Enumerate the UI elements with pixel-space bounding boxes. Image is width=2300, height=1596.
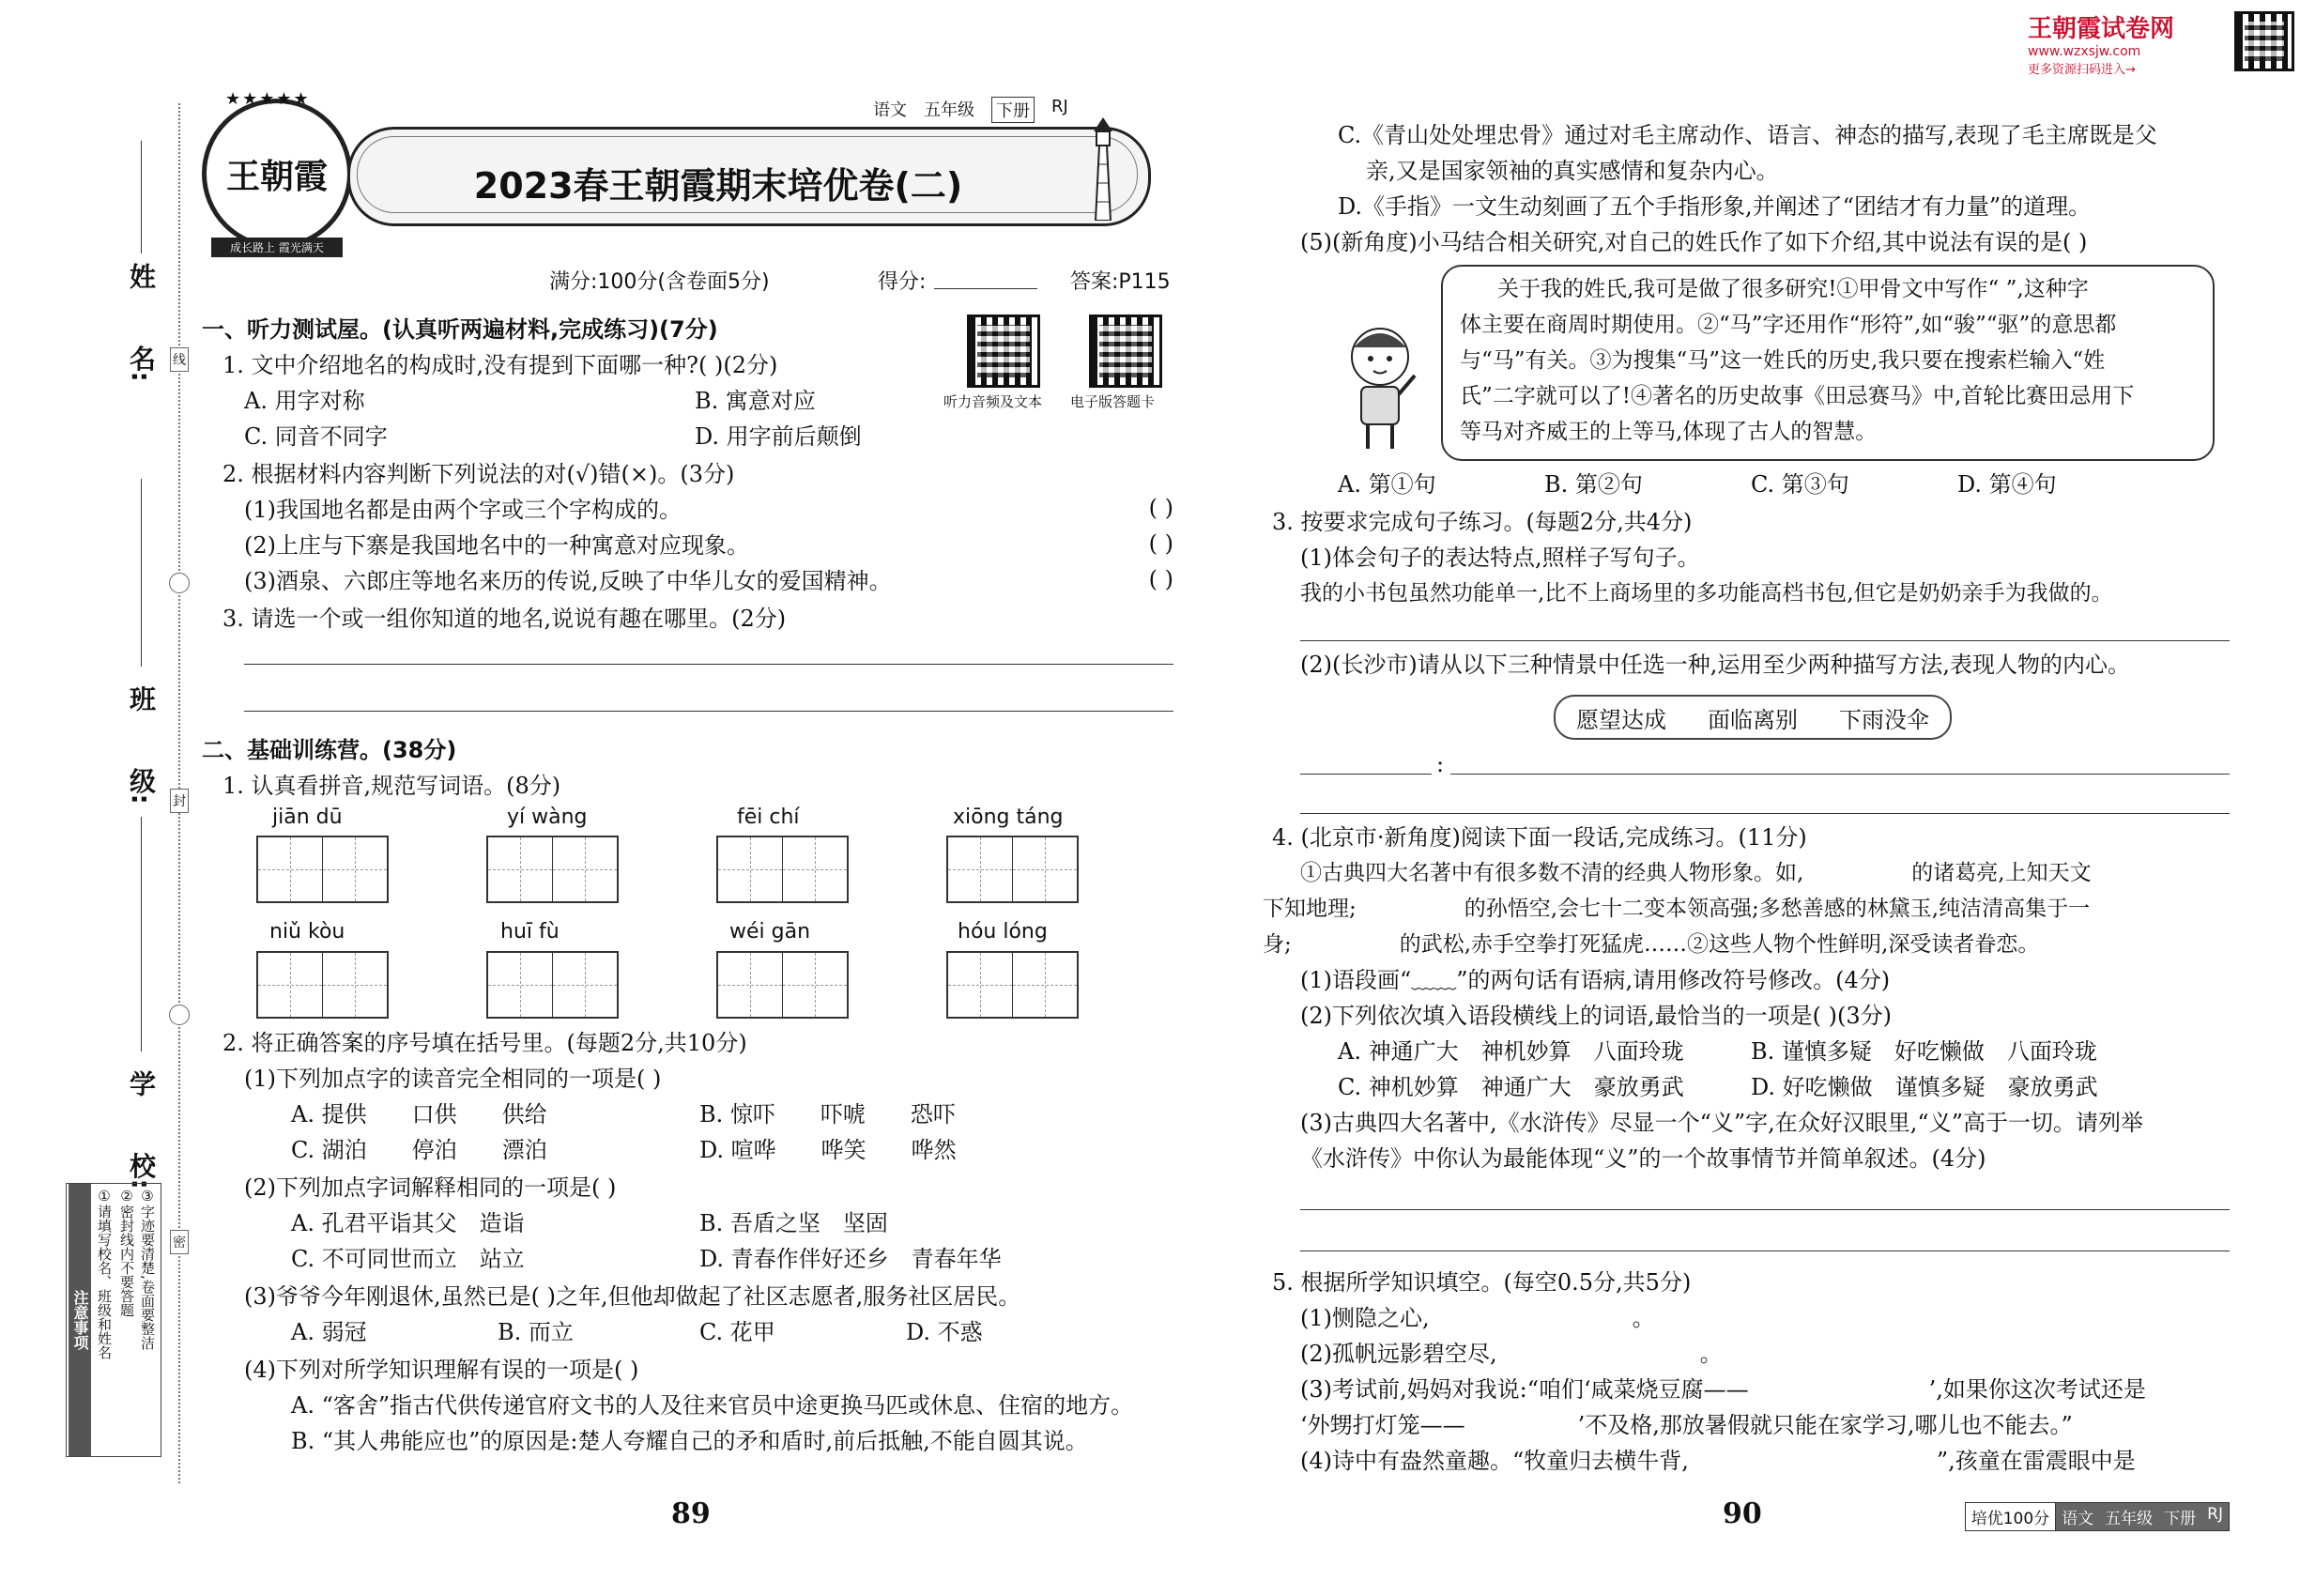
- score-blank: [934, 288, 1037, 289]
- r4-2-d: D. 好吃懒做 谨慎多疑 豪放勇武: [1751, 1074, 2098, 1100]
- note-1: ①请填写校名、班级和姓名: [96, 1188, 113, 1359]
- l-b2-3-c: C. 花甲: [699, 1319, 775, 1345]
- l-q2-1-answer[interactable]: ( ): [1148, 495, 1173, 521]
- grid-7[interactable]: [716, 951, 849, 1019]
- grid-4[interactable]: [946, 836, 1079, 903]
- footer-subject: 语文: [2056, 1503, 2099, 1530]
- r5-2: (2)孤帆远影碧空尽, 。: [1300, 1341, 1723, 1367]
- pinyin-7: wéi gān: [729, 920, 811, 944]
- r-q5-d: D. 第④句: [1957, 471, 2057, 498]
- l-b2-1: (1)下列加点字的读音完全相同的一项是( ): [244, 1066, 662, 1092]
- l-q1-b: B. 寓意对应: [695, 388, 816, 414]
- r4-2-a: A. 神通广大 神机妙算 八面玲珑: [1338, 1038, 1684, 1065]
- qr-audio-caption: 听力音频及文本: [943, 393, 1043, 410]
- brand-name: 王朝霞试卷网: [2028, 15, 2175, 43]
- l-b2-1-d: D. 喧哗 哗笑 哗然: [699, 1137, 957, 1163]
- bubble-line-4: 氏”二字就可以了!④著名的历史故事《田忌赛马》中,首轮比赛田忌用下: [1460, 384, 2135, 408]
- r4-3-b: 《水浒传》中你认为最能体现“义”的一个故事情节并简单叙述。(4分): [1300, 1145, 1986, 1172]
- r5-1: (1)恻隐之心, 。: [1300, 1305, 1655, 1331]
- name-label-2: 名:: [126, 345, 157, 382]
- name-line: [141, 141, 142, 253]
- pinyin-4: xiōng táng: [953, 806, 1064, 829]
- scene-option-3: 下雨没伞: [1839, 706, 1929, 733]
- logo-slogan: 成长路上 霞光满天: [211, 238, 343, 257]
- bubble-line-1: 关于我的姓氏,我可是做了很多研究!①甲骨文中写作“ ”,这种字: [1497, 277, 2089, 301]
- score-label: 得分:: [878, 270, 927, 294]
- r3-2: (2)(长沙市)请从以下三种情景中任选一种,运用至少两种描写方法,表现人物的内心。: [1300, 652, 2130, 678]
- r4-2: (2)下列依次填入语段横线上的词语,最恰当的一项是( )(3分): [1300, 1003, 1892, 1029]
- cut-mark-1: 线: [170, 347, 189, 372]
- note-3: ③字迹要清楚,卷面要整洁: [139, 1188, 156, 1350]
- qr-answer-card-caption: 电子版答题卡: [1070, 393, 1156, 410]
- grid-1[interactable]: [256, 836, 389, 903]
- l-b2-2: (2)下列加点字词解释相同的一项是( ): [244, 1174, 617, 1201]
- lighthouse-icon: [1084, 108, 1122, 221]
- brand-qr[interactable]: [2234, 11, 2294, 71]
- r4-para-3: 身; 的武松,赤手空拳打死猛虎……②这些人物个性鲜明,深受读者眷恋。: [1263, 932, 2040, 957]
- cut-mark-3: 密: [170, 1230, 189, 1254]
- bubble-line-2: 体主要在商周时期使用。②“马”字还用作“形符”,如“骏”“驱”的意思都: [1460, 313, 2117, 337]
- l-q3-line-2[interactable]: [244, 711, 1173, 712]
- pinyin-3: fēi chí: [737, 806, 800, 829]
- l-q3-line-1[interactable]: [244, 664, 1173, 665]
- r3-2-colon: :: [1436, 751, 1445, 777]
- r4-3-a: (3)古典四大名著中,《水浒传》尽显一个“义”字,在众好汉眼里,“义”高于一切。请列举: [1300, 1110, 2143, 1136]
- footer-edition: RJ: [2201, 1503, 2229, 1530]
- cut-circle-2: [169, 1005, 190, 1025]
- l-q1-d: D. 用字前后颠倒: [695, 423, 862, 450]
- r3-1-example: 我的小书包虽然功能单一,比不上商场里的多功能高档书包,但它是奶奶亲手为我做的。: [1300, 581, 2113, 606]
- note-2: ②密封线内不要答题: [118, 1188, 135, 1317]
- notes-title: 注意事项: [69, 1184, 91, 1456]
- l-b2-4-a: A. “客舍”指古代供传递官府文书的人及往来官员中途更换马匹或休息、住宿的地方。: [291, 1392, 1134, 1419]
- logo-badge: [202, 99, 352, 254]
- r-q5-b: B. 第②句: [1544, 471, 1643, 498]
- l-b2-1-b: B. 惊吓 吓唬 恐吓: [699, 1101, 956, 1128]
- bubble-line-5: 等马对齐威王的上等马,体现了古人的智慧。: [1460, 420, 1878, 444]
- left-page: [202, 89, 1173, 1549]
- pinyin-2: yí wàng: [507, 806, 588, 829]
- cut-circle-1: [169, 573, 190, 593]
- meta-volume: 下册: [991, 97, 1035, 123]
- binding-margin: [56, 103, 188, 1483]
- r4-1: (1)语段画“﹏﹏”的两句话有语病,请用修改符号修改。(4分): [1300, 967, 1891, 993]
- page-title: 2023春王朝霞期末培优卷(二): [473, 165, 963, 207]
- l-b2-3-d: D. 不惑: [906, 1319, 983, 1345]
- star-row: ★★★★★: [225, 89, 311, 109]
- r5-4: (4)诗中有盎然童趣。“牧童归去横牛背, ”,孩童在雷震眼中是: [1300, 1448, 2136, 1474]
- l-b2-1-c: C. 湖泊 停泊 漂泊: [291, 1137, 547, 1163]
- l-b2-3: (3)爷爷今年刚退休,虽然已是( )之年,但他却做起了社区志愿者,服务社区居民。: [244, 1283, 1021, 1310]
- l-q3: 3. 请选一个或一组你知道的地名,说说有趣在哪里。(2分): [222, 606, 787, 632]
- class-label-2: 级:: [126, 767, 157, 805]
- l-b2-3-b: B. 而立: [498, 1319, 574, 1345]
- r5-3-a: (3)考试前,妈妈对我说:“咱们‘咸菜烧豆腐—— ’,如果你这次考试还是: [1300, 1376, 2146, 1403]
- header-meta: [873, 97, 1068, 123]
- grid-6[interactable]: [486, 951, 619, 1019]
- pinyin-5: niǔ kòu: [269, 920, 345, 944]
- l-q2-2-answer[interactable]: ( ): [1148, 530, 1173, 557]
- l-b2-2-c: C. 不可同世而立 站立: [291, 1246, 525, 1272]
- grid-5[interactable]: [256, 951, 389, 1019]
- r3-2-answer-line-2[interactable]: [1300, 813, 2230, 814]
- r-cont-c1: C.《青山处处埋忠骨》通过对毛主席动作、语言、神态的描写,表现了毛主席既是父: [1338, 122, 2157, 148]
- r-q5-a: A. 第①句: [1338, 471, 1436, 498]
- answer-ref: 答案:P115: [1070, 270, 1171, 294]
- pinyin-8: hóu lóng: [958, 920, 1048, 944]
- scene-option-1: 愿望达成: [1576, 706, 1666, 733]
- r4-para-1: ①古典四大名著中有很多数不清的经典人物形象。如, 的诸葛亮,上知天文: [1300, 861, 2092, 885]
- r3: 3. 按要求完成句子练习。(每题2分,共4分): [1272, 509, 1693, 535]
- l-b1: 1. 认真看拼音,规范写词语。(8分): [222, 773, 561, 799]
- name-label-1: 姓: [126, 263, 157, 289]
- notes-box: [66, 1183, 161, 1457]
- brand-tagline: 更多资源扫码进入→: [2028, 63, 2136, 77]
- meta-subject: 语文: [873, 100, 907, 120]
- meta-grade: 五年级: [924, 100, 974, 120]
- l-q2-2: (2)上庄与下寨是我国地名中的一种寓意对应现象。: [244, 532, 749, 559]
- section1-title: 一、听力测试屋。(认真听两遍材料,完成练习)(7分): [202, 316, 718, 343]
- right-page: [1263, 113, 2230, 1549]
- boy-illustration: [1338, 319, 1422, 451]
- brand-url: www.wzxsjw.com: [2028, 44, 2141, 59]
- footer-tag: [1965, 1502, 2230, 1531]
- school-line: [141, 817, 142, 1051]
- r4: 4. (北京市·新角度)阅读下面一段话,完成练习。(11分): [1272, 824, 1807, 851]
- scene-option-2: 面临离别: [1708, 706, 1798, 733]
- r-cont-d: D.《手指》一文生动刻画了五个手指形象,并阐述了“团结才有力量”的道理。: [1338, 193, 2092, 220]
- r5: 5. 根据所学知识填空。(每空0.5分,共5分): [1272, 1269, 1692, 1296]
- grid-3[interactable]: [716, 836, 849, 903]
- l-b2-4: (4)下列对所学知识理解有误的一项是( ): [244, 1357, 639, 1383]
- scene-box: [1554, 695, 1952, 740]
- l-q2-1: (1)我国地名都是由两个字或三个字构成的。: [244, 497, 682, 523]
- grid-2[interactable]: [486, 836, 619, 903]
- l-b2-2-b: B. 吾盾之坚 坚固: [699, 1210, 888, 1236]
- class-label-1: 班: [126, 685, 157, 712]
- footer-volume: 下册: [2158, 1503, 2201, 1530]
- r4-2-c: C. 神机妙算 神通广大 豪放勇武: [1338, 1074, 1684, 1100]
- school-label-2: 校:: [126, 1152, 157, 1189]
- school-label-1: 学: [126, 1070, 157, 1097]
- l-b2: 2. 将正确答案的序号填在括号里。(每题2分,共10分): [222, 1030, 747, 1056]
- bubble-line-3: 与“马”有关。③为搜集“马”这一姓氏的历史,我只要在搜索栏输入“姓: [1460, 348, 2106, 373]
- r4-para-2: 下知地理; 的孙悟空,会七十二变本领高强;多愁善感的林黛玉,纯洁清高集于一: [1263, 897, 2091, 921]
- meta-edition: RJ: [1051, 97, 1068, 116]
- l-q2-3: (3)酒泉、六郎庄等地名来历的传说,反映了中华儿女的爱国精神。: [244, 568, 892, 594]
- r-q5-c: C. 第③句: [1751, 471, 1849, 498]
- r3-2-answer-line-1[interactable]: [1450, 774, 2230, 775]
- page-number-right: 90: [1723, 1497, 1762, 1530]
- l-q1: 1. 文中介绍地名的构成时,没有提到下面哪一种?( )(2分): [222, 352, 778, 378]
- r3-1-answer-line[interactable]: [1300, 640, 2230, 641]
- l-q2: 2. 根据材料内容判断下列说法的对(√)错(×)。(3分): [222, 461, 735, 487]
- l-q1-a: A. 用字对称: [244, 388, 365, 414]
- r-cont-c2: 亲,又是国家领袖的真实感情和复杂内心。: [1366, 158, 1779, 184]
- pinyin-1: jiān dū: [272, 806, 343, 829]
- r3-2-scene-line[interactable]: [1300, 774, 1432, 775]
- footer-grade: 五年级: [2099, 1503, 2158, 1530]
- pinyin-6: huī fù: [500, 920, 560, 944]
- brand-block: [2028, 9, 2244, 84]
- grid-8[interactable]: [946, 951, 1079, 1019]
- l-b2-2-d: D. 青春作伴好还乡 青春年华: [699, 1246, 1002, 1272]
- r-q5: (5)(新角度)小马结合相关研究,对自己的姓氏作了如下介绍,其中说法有误的是( ): [1300, 229, 2088, 255]
- class-line: [141, 479, 142, 667]
- section2-title: 二、基础训练营。(38分): [202, 737, 457, 763]
- r4-3-answer-line-1[interactable]: [1300, 1209, 2230, 1210]
- page-number-left: 89: [671, 1497, 711, 1530]
- r4-2-b: B. 谨慎多疑 好吃懒做 八面玲珑: [1751, 1038, 2097, 1065]
- l-q1-c: C. 同音不同字: [244, 423, 388, 450]
- logo-text: 王朝霞: [225, 157, 328, 196]
- l-q2-3-answer[interactable]: ( ): [1148, 566, 1173, 592]
- score-info: 满分:100分(含卷面5分): [549, 270, 770, 294]
- l-b2-4-b: B. “其人弗能应也”的原因是:楚人夸耀自己的矛和盾时,前后抵触,不能自圆其说。: [291, 1428, 1088, 1454]
- l-b2-2-a: A. 孔君平诣其父 造诣: [291, 1210, 525, 1236]
- l-b2-1-a: A. 提供 口供 供给: [291, 1101, 547, 1128]
- cut-mark-2: 封: [170, 789, 189, 813]
- l-b2-3-a: A. 弱冠: [291, 1319, 367, 1345]
- footer-brand: 培优100分: [1966, 1503, 2056, 1530]
- r3-1: (1)体会句子的表达特点,照样子写句子。: [1300, 545, 1700, 571]
- r5-3-b: ‘外甥打灯笼—— ’不及格,那放暑假就只能在家学习,哪儿也不能去。”: [1300, 1412, 2073, 1438]
